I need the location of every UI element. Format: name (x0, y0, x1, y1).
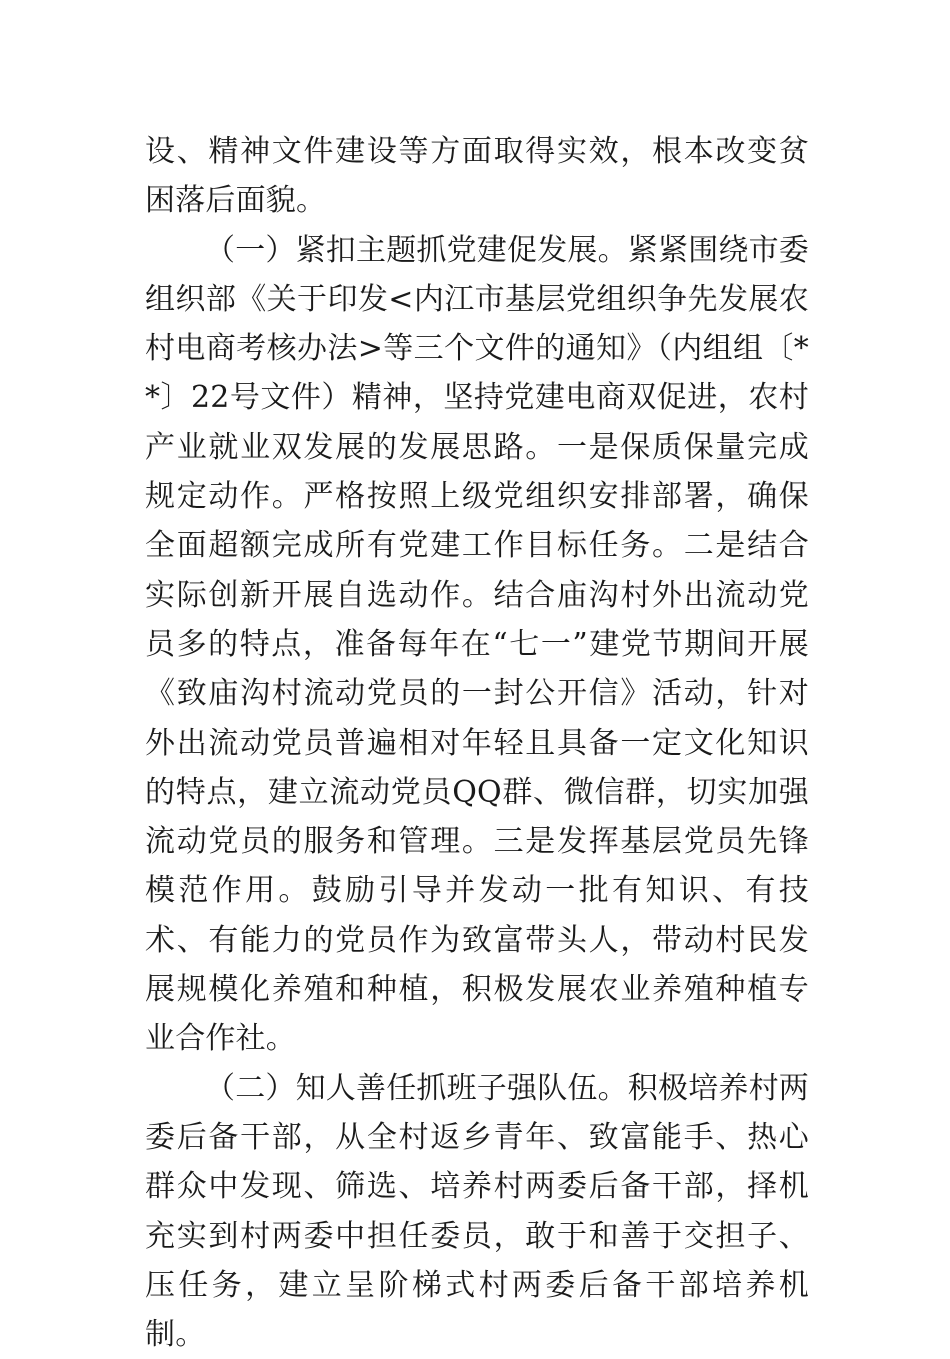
paragraph-section-two: （二）知人善任抓班子强队伍。积极培养村两委后备干部，从全村返乡青年、致富能手、热心群众中发现、筛选、培养村两委后备干部，择机充实到村两委中担任委员，敢于和善于交担子、压任务，建立呈阶梯式村两委后备干部培养机制。 (145, 1070, 809, 1353)
paragraph-continuation: 设、精神文件建设等方面取得实效，根本改变贫困落后面貌。 (145, 134, 809, 219)
paragraph-section-one: （一）紧扣主题抓党建促发展。紧紧围绕市委组织部《关于印发<内江市基层党组织争先发展农村电商考核办法>等三个文件的通知》（内组组〔**〕22号文件）精神，坚持党建电商双促进，农村产业就业双发展的发展思路。一是保质保量完成规定动作。严格按照上级党组织安排部署，确保全面超额完成所有党建工作目标任务。二是结合实际创新开展自选动作。结合庙沟村外出流动党员多的特点，准备每年在“七一”建党节期间开展《致庙沟村流动党员的一封公开信》活动，针对外出流动党员普遍相对年轻且具备一定文化知识的特点，建立流动党员QQ群、微信群，切实加强流动党员的服务和管理。三是发挥基层党员先锋模范作用。鼓励引导并发动一批有知识、有技术、有能力的党员作为致富带头人，带动村民发展规模化养殖和种植，积极发展农业养殖种植专业合作社。 (145, 232, 809, 1057)
document-body (145, 127, 809, 1359)
